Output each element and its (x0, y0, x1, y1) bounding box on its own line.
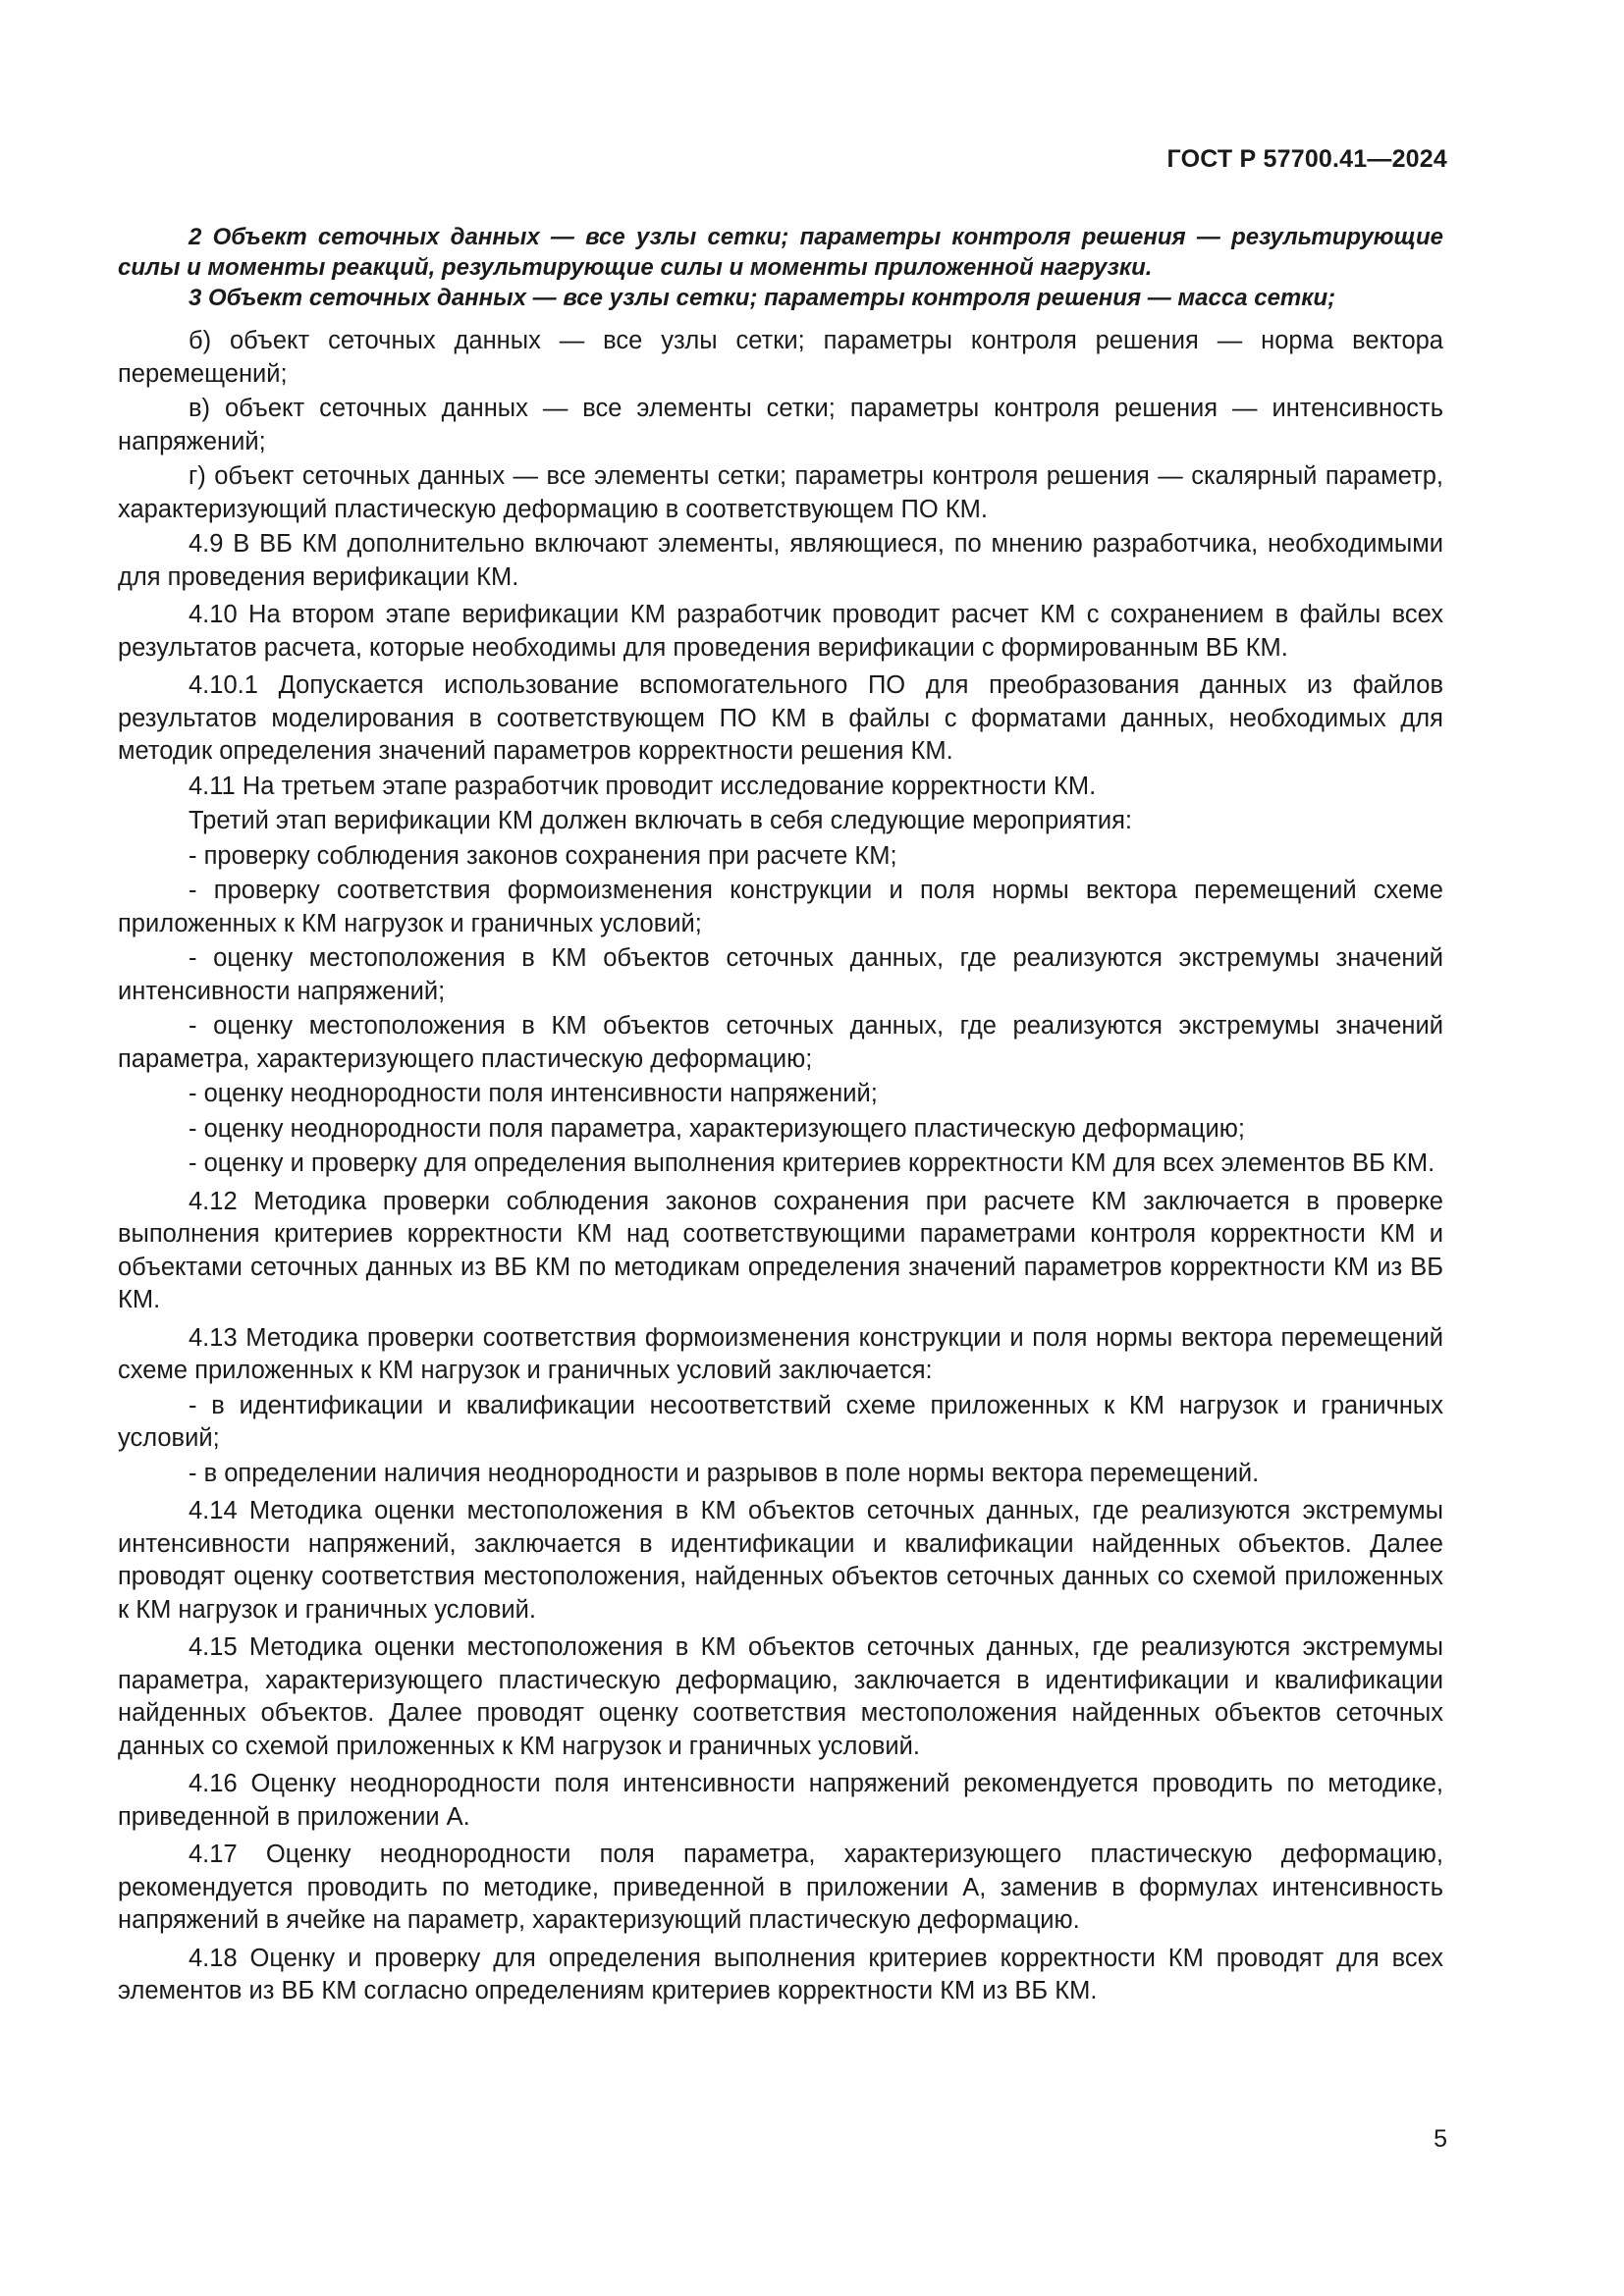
note-3: 3 Объект сеточных данных — все узлы сетки; параметры контроля решения — масса сетки; (189, 285, 1336, 311)
bullet-plastic-extremes: - оценку местоположения в КМ объектов сеточных данных, где реализуются экстремумы значений параметра, характеризующего пластическую деформацию; (118, 1012, 1443, 1073)
clause-4-16: 4.16 Оценку неоднородности поля интенсивности напряжений рекомендуется проводить по методике, приведенной в приложении А. (118, 1770, 1443, 1831)
stage-three-intro: Третий этап верификации КМ должен включать в себя следующие мероприятия: (189, 807, 1133, 834)
clause-4-13: 4.13 Методика проверки соответствия формоизменения конструкции и поля нормы вектора перемещений схеме приложенных к КМ нагрузок и граничных условий заключается: (118, 1323, 1443, 1384)
clause-4-9: 4.9 В ВБ КМ дополнительно включают элементы, являющиеся, по мнению разработчика, необходимыми для проведения верификации КМ. (118, 530, 1443, 591)
bullet-stress-extremes: - оценку местоположения в КМ объектов сеточных данных, где реализуются экстремумы значений интенсивности напряжений; (118, 944, 1443, 1005)
page-number: 5 (1434, 2125, 1447, 2153)
list-item-v: в) объект сеточных данных — все элементы сетки; параметры контроля решения — интенсивность напряжений; (118, 395, 1443, 455)
clause-4-18: 4.18 Оценку и проверку для определения выполнения критериев корректности КМ проводят для всех элементов из ВБ КМ согласно определениям критериев корректности КМ из ВБ КМ. (118, 1944, 1443, 2004)
list-item-g: г) объект сеточных данных — все элементы сетки; параметры контроля решения — скалярный параметр, характеризующий пластическую деформацию в соответствующем ПО КМ. (118, 462, 1443, 523)
list-item-b: б) объект сеточных данных — все узлы сетки; параметры контроля решения — норма вектора перемещений; (118, 327, 1443, 388)
clause-4-14: 4.14 Методика оценки местоположения в КМ объектов сеточных данных, где реализуются экстремумы интенсивности напряжений, заключается в идентификации и квалификации найденных объектов. Далее проводят оценку соответствия местоположения, найденных объектов сеточных данных со схемой приложенных к КМ нагрузок и граничных условий. (118, 1497, 1443, 1624)
clause-4-10-1: 4.10.1 Допускается использование вспомогательного ПО для преобразования данных из файлов результатов моделирования в соответствующем ПО КМ в файлы с форматами данных, необходимых для методик определения значений параметров корректности решения КМ. (118, 671, 1443, 765)
note-2: 2 Объект сеточных данных — все узлы сетки; параметры контроля решения — результирующие силы и моменты реакций, результирующие силы и моменты приложенной нагрузки. (118, 224, 1443, 281)
clause-4-15: 4.15 Методика оценки местоположения в КМ объектов сеточных данных, где реализуются экстремумы параметра, характеризующего пластическую деформацию, заключается в идентификации и квалификации найденных объектов. Далее проводят оценку соответствия местоположения найденных объектов сеточных данных со схемой приложенных к КМ нагрузок и граничных условий. (118, 1633, 1443, 1760)
bullet-conservation-laws: - проверку соблюдения законов сохранения при расчете КМ; (189, 841, 897, 870)
bullet-stress-inhomogeneity: - оценку неоднородности поля интенсивности напряжений; (189, 1080, 878, 1107)
bullet-discontinuities: - в определении наличия неоднородности и разрывов в поле нормы вектора перемещений. (189, 1459, 1260, 1487)
bullet-plastic-inhomogeneity: - оценку неоднородности поля параметра, характеризующего пластическую деформацию; (189, 1114, 1245, 1143)
clause-4-17: 4.17 Оценку неоднородности поля параметра, характеризующего пластическую деформацию, рекомендуется проводить по методике, приведенной в приложении А, заменив в формулах интенсивность напряжений в ячейке на параметр, характеризующий пластическую деформацию. (118, 1841, 1443, 1934)
clause-4-11: 4.11 На третьем этапе разработчик проводит исследование корректности КМ. (189, 772, 1097, 800)
clause-4-12: 4.12 Методика проверки соблюдения законов сохранения при расчете КМ заключается в проверке выполнения критериев корректности КМ над соответствующими параметрами контроля корректности КМ и объектами сеточных данных из ВБ КМ по методикам определения значений параметров корректности КМ из ВБ КМ. (118, 1187, 1443, 1313)
bullet-criteria-check: - оценку и проверку для определения выполнения критериев корректности КМ для всех элементов ВБ КМ. (189, 1149, 1435, 1177)
document-body (118, 222, 1443, 2010)
standard-code-header: ГОСТ Р 57700.41—2024 (1166, 145, 1447, 173)
clause-4-10: 4.10 На втором этапе верификации КМ разработчик проводит расчет КМ с сохранением в файлы всех результатов расчета, которые необходимы для проведения верификации с формированным ВБ КМ. (118, 601, 1443, 662)
bullet-shape-change: - проверку соответствия формоизменения конструкции и поля нормы вектора перемещений схеме приложенных к КМ нагрузок и граничных условий; (118, 877, 1443, 937)
bullet-identification: - в идентификации и квалификации несоответствий схеме приложенных к КМ нагрузок и граничных условий; (118, 1391, 1443, 1452)
